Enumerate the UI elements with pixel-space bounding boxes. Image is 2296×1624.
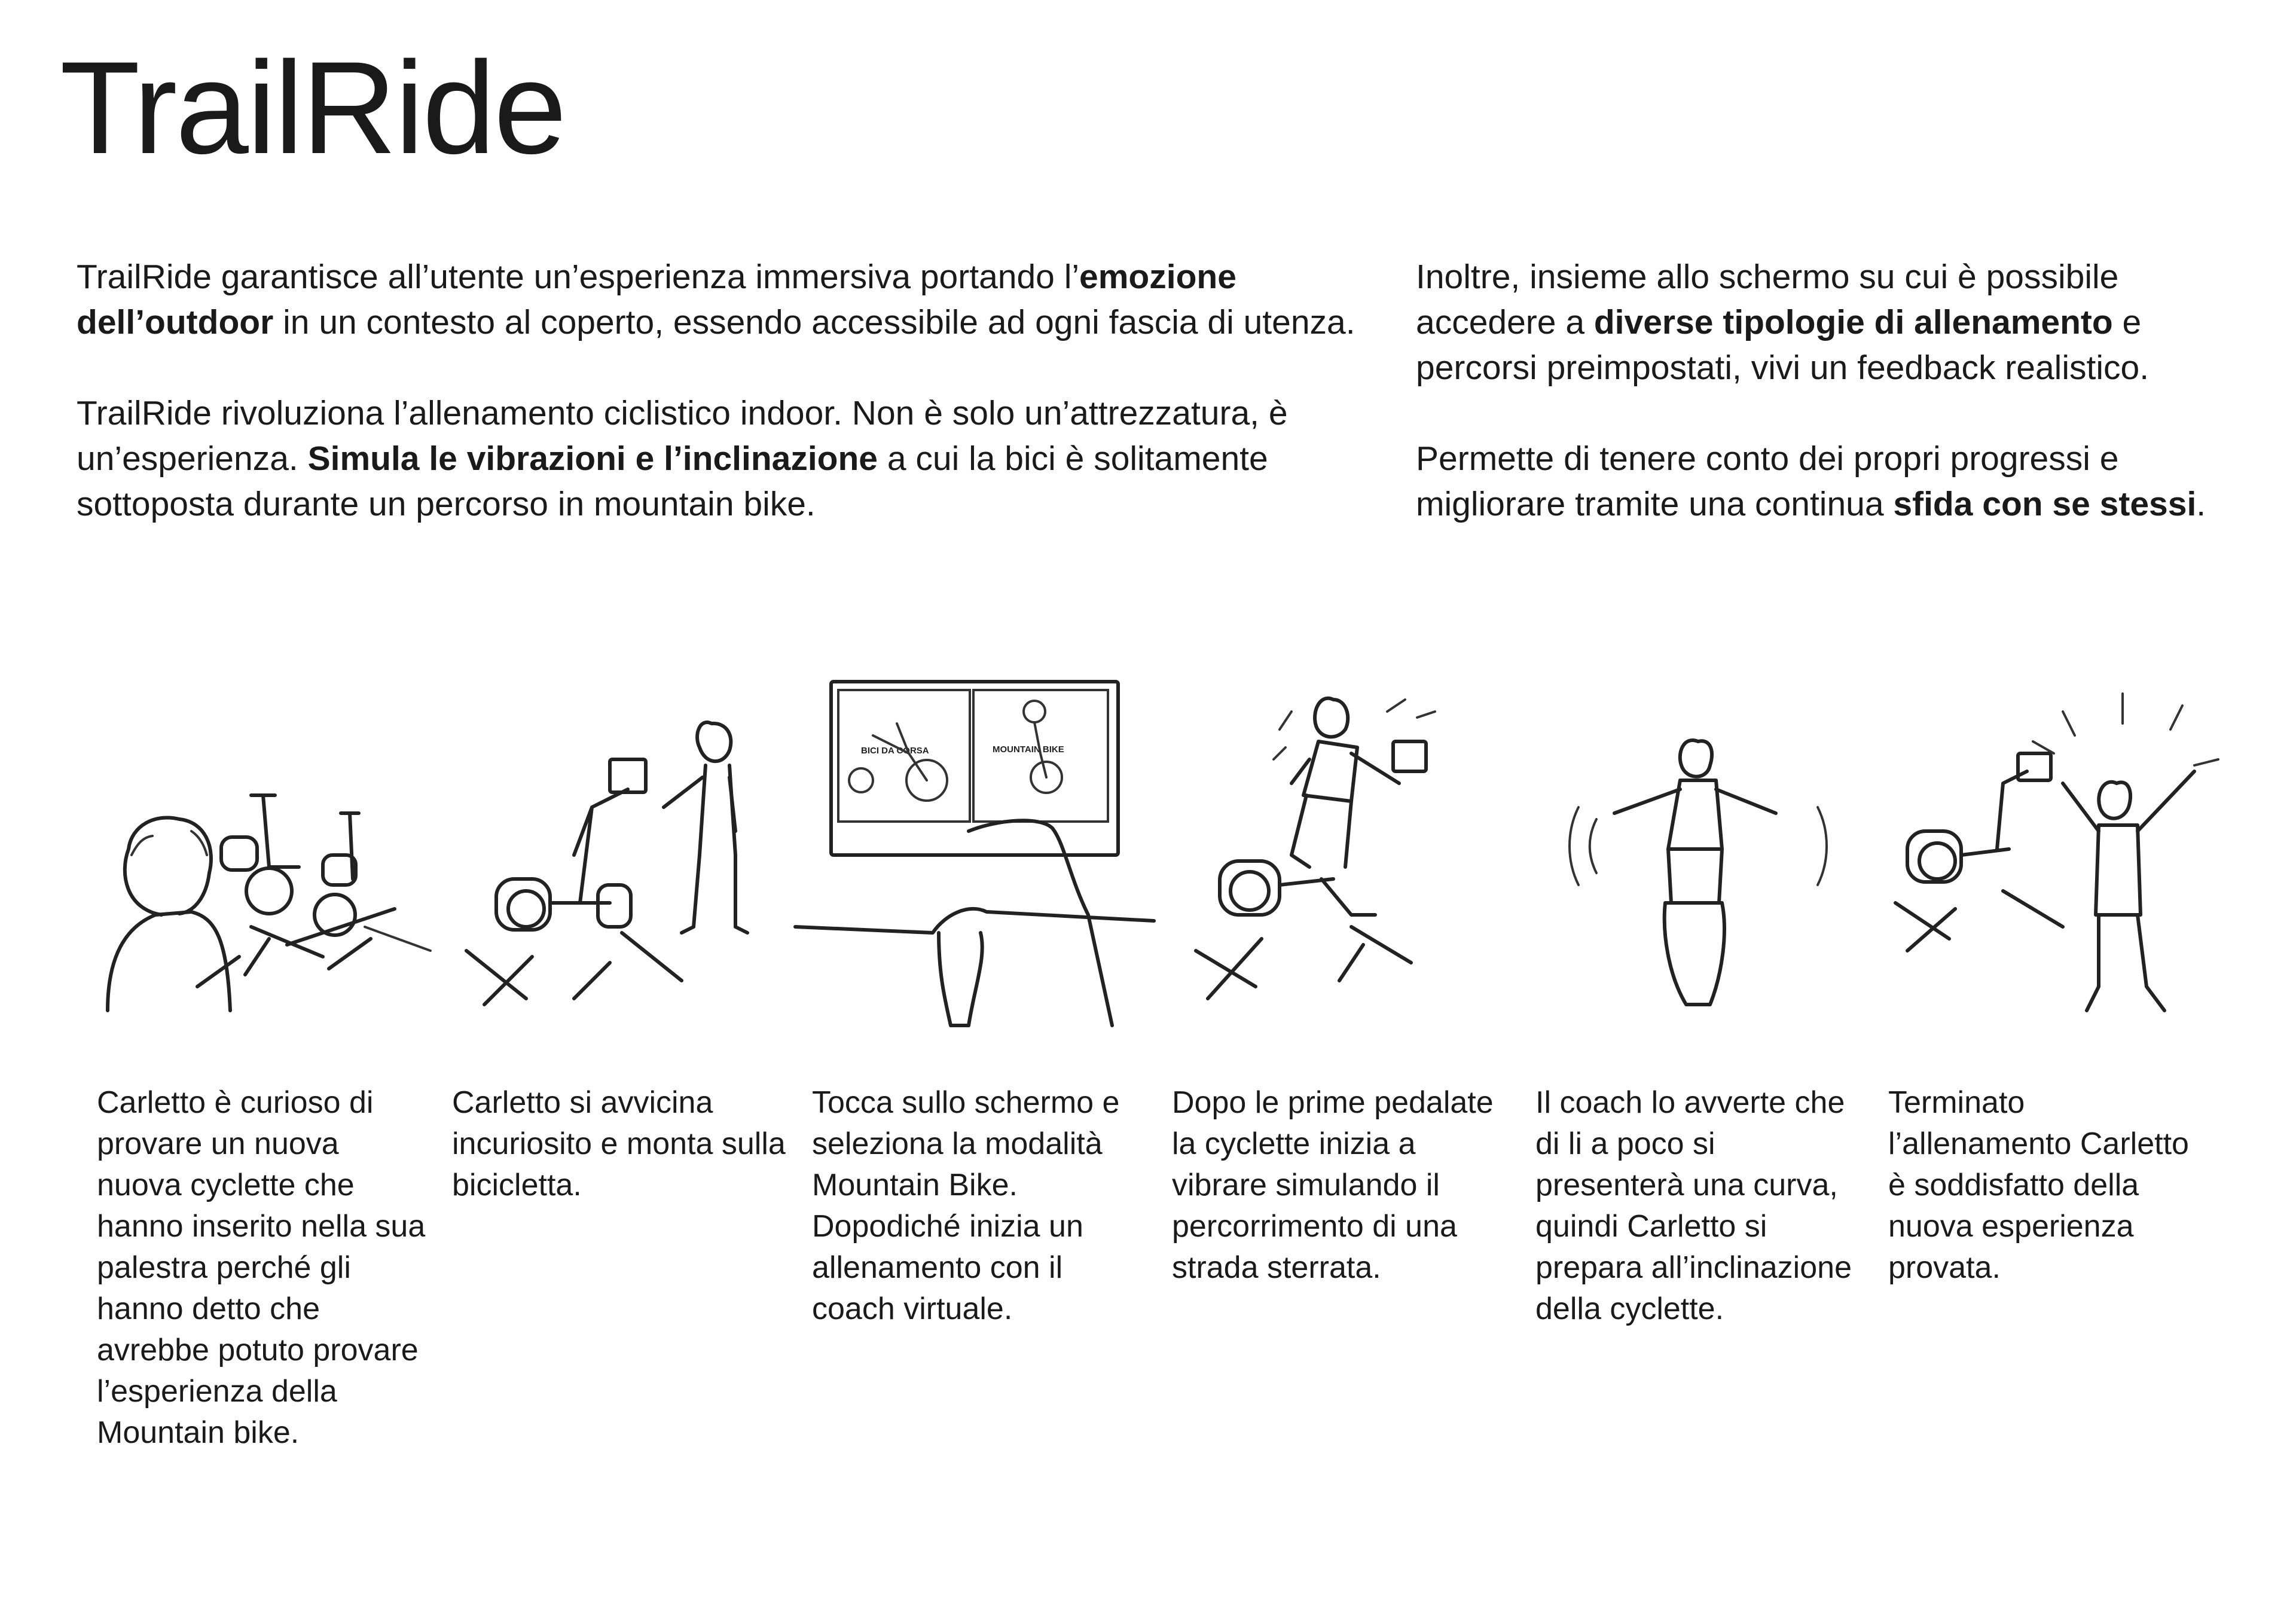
storyboard-illustration-2 [454, 676, 789, 1034]
sketch-man-approaching-bike [454, 676, 789, 1034]
intro-paragraph: Inoltre, insieme allo schermo su cui è possibile accedere a diverse tipologie di allenamento e percorsi preimpostati, vivi un feedback realistico. [1416, 258, 2150, 387]
storyboard-caption-4: Dopo le prime pedalate la cyclette inizia a vibrare simulando il percorrimento di una strada sterrata. [1172, 1085, 1494, 1285]
screen-label-mountain-bike[interactable]: MOUNTAIN BIKE [993, 744, 1064, 755]
intro-paragraph: Permette di tenere conto dei propri progressi e migliorare tramite una continua sfida con se stessi. [1416, 439, 2206, 523]
sketch-man-leaning-on-bike [1531, 676, 1866, 1034]
sketch-man-riding-vibrating-bike [1172, 676, 1507, 1034]
storyboard-caption-3: Tocca sullo schermo e seleziona la modalità Mountain Bike. Dopodiché inizia un allenamento con il coach virtuale. [812, 1085, 1120, 1326]
storyboard-illustration-6 [1883, 676, 2242, 1034]
storyboard-caption-5: Il coach lo avverte che di li a poco si presenterà una curva, quindi Carletto si prepara all’inclinazione della cyclette. [1535, 1085, 1852, 1326]
storyboard-illustration-5 [1531, 676, 1866, 1034]
sketch-man-looking-at-bikes [72, 676, 442, 1034]
storyboard-illustration-1 [72, 676, 442, 1034]
storyboard-caption-2: Carletto si avvicina incuriosito e monta sulla bicicletta. [452, 1085, 786, 1202]
storyboard-illustration-4 [1172, 676, 1507, 1034]
intro-left-column [77, 254, 1362, 572]
intro-paragraph: TrailRide rivoluziona l’allenamento ciclistico indoor. Non è solo un’attrezzatura, è un’esperienza. Simula le vibrazioni e l’inclinazione a cui la bici è solitamente sottoposta durante un percorso in mountain bike. [77, 394, 1288, 523]
page-title: TrailRide [60, 34, 566, 181]
sketch-man-celebrating [1883, 676, 2242, 1034]
storyboard-illustration-3 [789, 676, 1160, 1034]
sketch-hand-touching-screen [789, 676, 1160, 1034]
storyboard-caption-1: Carletto è curioso di provare un nuova nuova cyclette che hanno inserito nella sua palestra perché gli hanno detto che avrebbe potuto provare l’esperienza della Mountain bike. [97, 1085, 426, 1450]
screen-label-road-bike[interactable]: BICI DA CORSA [861, 746, 929, 756]
intro-paragraph: TrailRide garantisce all’utente un’esperienza immersiva portando l’emozione dell’outdoor in un contesto al coperto, essendo accessibile ad ogni fascia di utenza. [77, 258, 1355, 341]
storyboard-caption-6: Terminato l’allenamento Carletto è soddisfatto della nuova esperienza provata. [1888, 1085, 2189, 1285]
intro-right-column [1416, 254, 2253, 572]
